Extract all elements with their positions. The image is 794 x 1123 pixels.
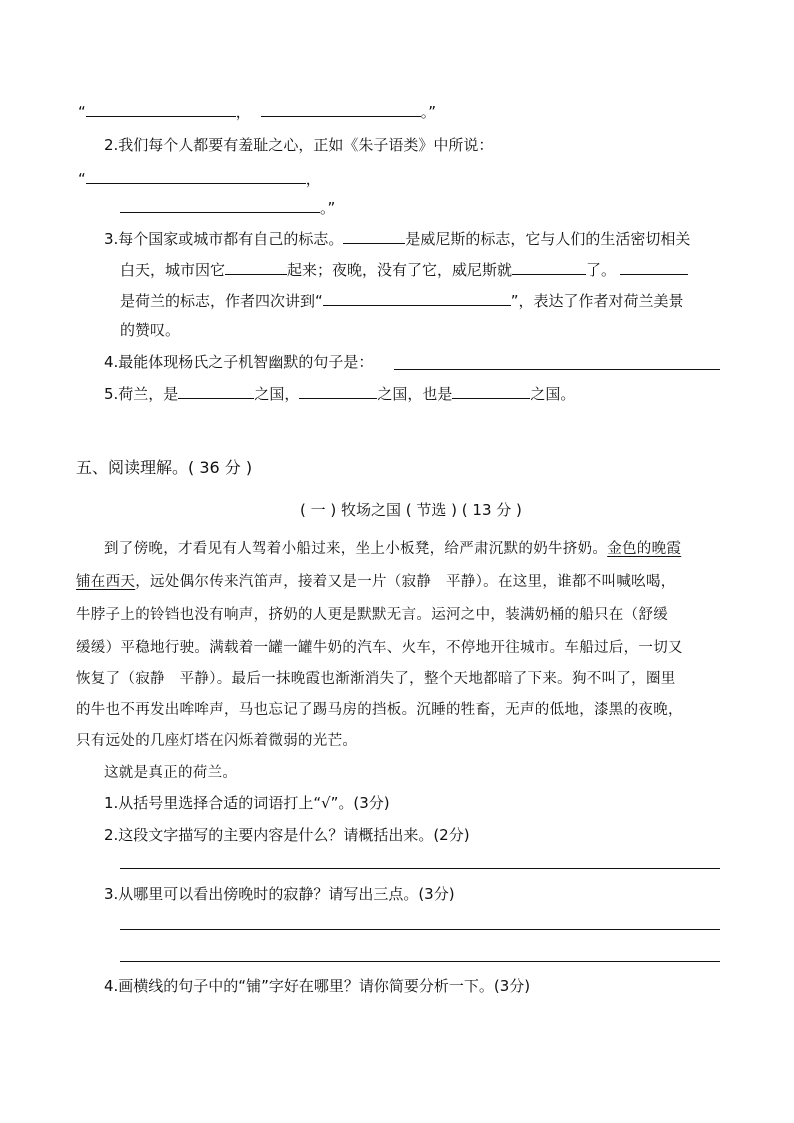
answer-blank[interactable] [120, 196, 320, 213]
fill-question-3-line-3 [120, 289, 684, 312]
reading-question-1 [104, 792, 390, 814]
question-text: 之国。 [530, 385, 576, 403]
underlined-sentence: 金色的晚霞 [607, 541, 682, 557]
close-quote: 。” [420, 103, 437, 121]
question-text: 之国， [254, 385, 300, 403]
passage-title-text: ( 一 ) 牧场之国 ( 节选 ) ( 13 分 ) [300, 501, 522, 519]
question-text: 之国，也是 [377, 385, 453, 403]
passage-line [104, 762, 237, 784]
answer-line[interactable] [394, 369, 720, 370]
passage-text: 牛脖子上的铃铛也没有响声，挤奶的人更是默默无言。运河之中，装满奶桶的船只在（舒缓 [76, 607, 668, 623]
passage-line [76, 668, 676, 690]
question-text: 3.从哪里可以看出傍晚时的寂静？请写出三点。(3分) [104, 885, 455, 903]
q2-answer-line-2 [120, 196, 335, 219]
passage-text: 到了傍晚，才看见有人驾着小船过来，坐上小板凳，给严肃沉默的奶牛挤奶。 [104, 541, 608, 557]
answer-blank[interactable] [261, 100, 421, 117]
passage-text: 只有远处的几座灯塔在闪烁着微弱的光芒。 [76, 733, 358, 749]
answer-blank[interactable] [512, 258, 586, 275]
question-text: 4.最能体现杨氏之子机智幽默的句子是： [104, 353, 374, 371]
answer-blank[interactable] [343, 227, 405, 244]
reading-question-4 [104, 975, 530, 997]
question-text: 白天，城市因它 [120, 261, 226, 279]
question-text: ”，表达了作者对荷兰美景 [510, 292, 684, 310]
question-text: 是威尼斯的标志，它与人们的生活密切相关 [405, 230, 691, 248]
passage-text: 缓缓）平稳地行驶。满载着一罐一罐牛奶的汽车、火车，不停地开往城市。车船过后，一切又 [76, 640, 683, 656]
answer-line[interactable] [120, 929, 720, 930]
comma: ， [235, 103, 251, 121]
q1-answer-line [78, 100, 436, 123]
passage-text: 这就是真正的荷兰。 [104, 765, 238, 781]
answer-line[interactable] [120, 961, 720, 962]
answer-blank[interactable] [86, 100, 236, 117]
passage-line [76, 730, 357, 752]
fill-question-5 [104, 382, 575, 405]
close-quote: 。” [320, 199, 336, 217]
answer-blank[interactable] [86, 167, 306, 184]
question-text: 4.画横线的句子中的“铺”字好在哪里？请你简要分析一下。(3分) [104, 977, 531, 995]
fill-question-4 [104, 351, 373, 373]
passage-text: 恢复了（寂静 平静）。最后一抹晚霞也渐渐消失了，整个天地都暗了下来。狗不叫了，圈里 [76, 671, 676, 687]
question-text: 了。 [586, 261, 617, 279]
question-text: 是荷兰的标志，作者四次讲到“ [120, 292, 323, 310]
question-text: 2.我们每个人都要有羞耻之心，正如《朱子语类》中所说： [104, 136, 494, 154]
passage-line [76, 637, 683, 659]
answer-blank[interactable] [323, 289, 511, 306]
question-text: 3.每个国家或城市都有自己的标志。 [104, 230, 344, 248]
reading-question-2 [104, 824, 470, 846]
fill-question-3-line-4 [120, 319, 180, 341]
fill-question-3-line-1 [104, 227, 690, 250]
question-text: 起来；夜晚，没有了它，威尼斯就 [287, 261, 513, 279]
fill-question-3-line-2 [120, 258, 688, 281]
passage-text: 的牛也不再发出哞哞声，马也忘记了踢马房的挡板。沉睡的牲畜，无声的低地，漆黑的夜晚， [76, 702, 683, 718]
fill-question-2 [104, 134, 493, 156]
answer-blank[interactable] [452, 382, 530, 399]
underlined-sentence: 铺在西天 [76, 574, 136, 590]
question-text: 的赞叹。 [120, 321, 181, 339]
section-title [76, 457, 252, 479]
answer-blank[interactable] [178, 382, 254, 399]
comma: ， [305, 170, 321, 188]
q2-answer-line-1 [78, 167, 321, 190]
question-text: 1.从括号里选择合适的词语打上“√”。(3分) [104, 794, 390, 812]
passage-title [300, 499, 522, 521]
answer-blank[interactable] [620, 258, 688, 275]
answer-blank[interactable] [299, 382, 377, 399]
question-text: 2.这段文字描写的主要内容是什么？请概括出来。(2分) [104, 826, 470, 844]
section-title-text: 五、阅读理解。( 36 分 ) [76, 458, 253, 477]
passage-text: ，远处偶尔传来汽笛声，接着又是一片（寂静 平静）。在这里，谁都不叫喊吆喝， [135, 574, 676, 590]
passage-line [76, 571, 676, 593]
answer-blank[interactable] [225, 258, 287, 275]
open-quote: “ [78, 170, 86, 188]
passage-line [76, 699, 683, 721]
question-text: 5.荷兰，是 [104, 385, 179, 403]
open-quote: “ [78, 103, 86, 121]
passage-line [104, 538, 681, 560]
reading-question-3 [104, 883, 455, 905]
answer-line[interactable] [120, 868, 720, 869]
passage-line [76, 604, 668, 626]
